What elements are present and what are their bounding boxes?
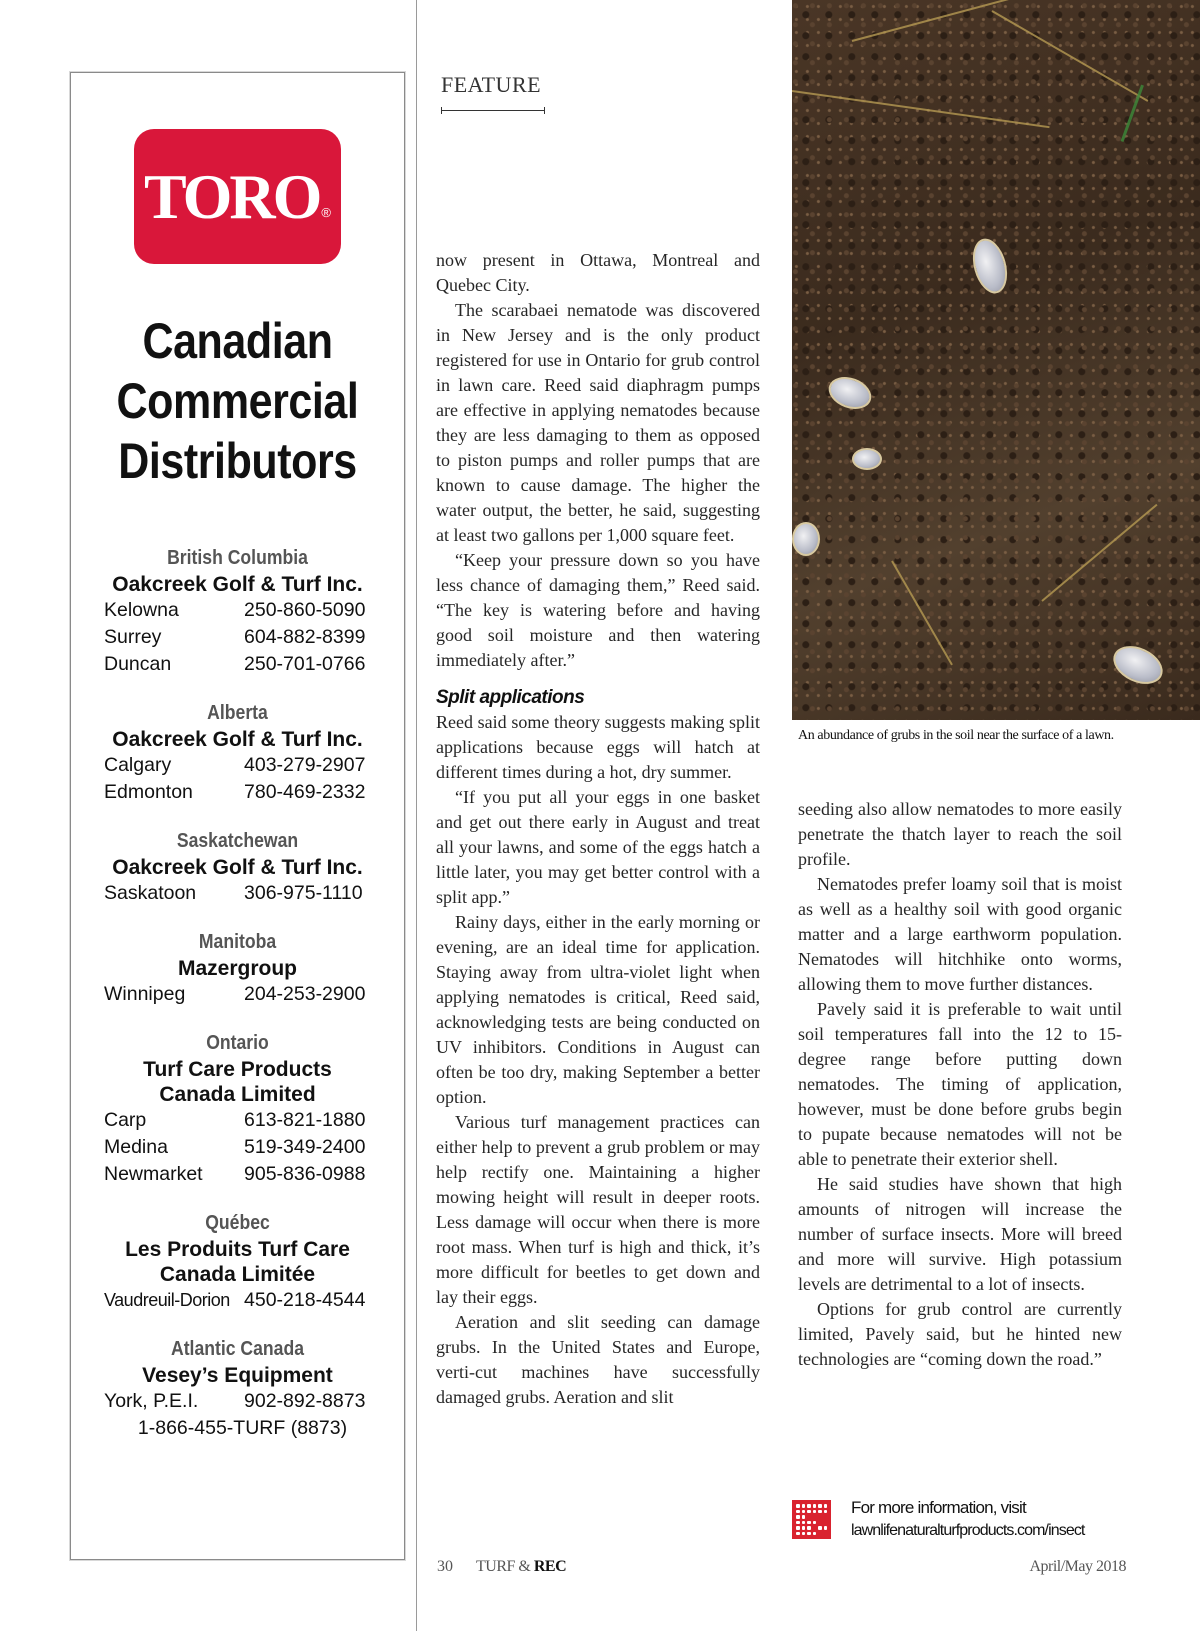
city-name: Newmarket xyxy=(104,1163,203,1185)
city-name: Winnipeg xyxy=(104,983,186,1005)
city-name: Calgary xyxy=(104,754,172,776)
article-paragraph: Rainy days, either in the early morning or evening, are an ideal time for application. Staying away from ultra-violet light when applying nematodes is critical, Reed said, acknowledging tests are being conducted on UV inhibitors. Conditions in August can often be too dry, making September a better option. xyxy=(436,912,760,1107)
distributor-row xyxy=(71,1107,404,1134)
company-name: Oakcreek Golf & Turf Inc. xyxy=(112,728,363,751)
distributor-row xyxy=(71,1161,404,1188)
grub xyxy=(824,371,876,414)
article-column-1 xyxy=(436,248,760,1410)
phone-number: 613-821-1880 xyxy=(244,1109,366,1131)
qr-dot xyxy=(796,1532,800,1536)
magazine-name xyxy=(476,1558,566,1576)
article-paragraph: The scarabaei nematode was discovered in New Jersey and is the only product registered for use in Ontario for grub control in lawn care. Reed said diaphragm pumps are effective in applying nematodes because they are less damaging to them as opposed to piston pumps and roller pumps that are known to cause damage. The higher the water output, the better, he said, suggesting at least two gallons per 1,000 square feet. xyxy=(436,300,760,545)
region-block xyxy=(71,1029,404,1188)
phone-number: 780-469-2332 xyxy=(244,781,366,803)
distributor-row xyxy=(71,1287,404,1314)
article-paragraph: Reed said some theory suggests making split applications because eggs will hatch at different times during a hot, dry summer. xyxy=(436,712,760,782)
phone-number: 604-882-8399 xyxy=(244,626,366,648)
region-heading: Saskatchewan xyxy=(176,830,299,852)
qr-dot xyxy=(813,1515,817,1519)
distributor-row xyxy=(71,1134,404,1161)
qr-dot xyxy=(802,1510,806,1514)
article-column-2 xyxy=(798,797,1122,1372)
article-subheading: Split applications xyxy=(436,687,585,708)
article-paragraph: “If you put all your eggs in one basket and get out there early in August and treat all your lawns, and some of the eggs hatch a little later, you may get better control with a split app.” xyxy=(436,787,760,907)
qr-dot xyxy=(818,1510,822,1514)
grass-blade xyxy=(992,10,1149,102)
article-paragraph: now present in Ottawa, Montreal and Quebec City. xyxy=(436,250,760,295)
toro-logo xyxy=(134,129,341,264)
city-name: York, P.E.I. xyxy=(104,1390,199,1412)
region-block xyxy=(71,544,404,678)
article-paragraph: Aeration and slit seeding can damage grubs. In the United States and Europe, verti-cut machines have successfully damaged grubs. Aeration and slit xyxy=(436,1312,760,1407)
qr-dot xyxy=(807,1510,811,1514)
qr-dot xyxy=(807,1532,811,1536)
city-name: Surrey xyxy=(104,626,162,648)
qr-dot xyxy=(796,1515,800,1519)
qr-dot xyxy=(818,1504,822,1508)
distributor-row xyxy=(71,880,404,907)
company-name: Oakcreek Golf & Turf Inc. xyxy=(112,573,363,596)
more-info-url[interactable]: lawnlifenaturalturfproducts.com/insect xyxy=(851,1522,1085,1539)
article-paragraph: Pavely said it is preferable to wait until soil temperatures fall into the 12 to 15-degree range before putting down nematodes. The timing of application, however, must be done before grubs begin to pupate because nematodes will not be able to penetrate their exterior shell. xyxy=(798,999,1122,1169)
region-block xyxy=(71,1209,404,1314)
article-paragraph: Options for grub control are currently limited, Pavely said, but he hinted new technologies are “coming down the road.” xyxy=(798,1299,1122,1369)
phone-number: 250-860-5090 xyxy=(244,599,366,621)
company-name: Les Produits Turf Care xyxy=(125,1238,350,1261)
grass-blade xyxy=(852,0,1046,42)
column-divider xyxy=(416,0,417,1631)
company-name: Vesey’s Equipment xyxy=(142,1364,333,1387)
qr-dot xyxy=(802,1526,806,1530)
qr-dot xyxy=(813,1526,817,1530)
grass-blade xyxy=(891,561,953,666)
phone-number: 250-701-0766 xyxy=(244,653,366,675)
qr-dot xyxy=(796,1504,800,1508)
phone-number: 519-349-2400 xyxy=(244,1136,366,1158)
region-block xyxy=(71,699,404,806)
city-name: Duncan xyxy=(104,653,172,675)
region-heading: Manitoba xyxy=(198,931,277,953)
qr-dot xyxy=(818,1526,822,1530)
qr-dot xyxy=(824,1521,828,1525)
qr-dot xyxy=(818,1515,822,1519)
more-info-text: For more information, visit xyxy=(851,1498,1026,1517)
grubs-in-soil-photo xyxy=(792,0,1200,720)
city-name: Vaudreuil-Dorion xyxy=(104,1290,230,1310)
section-rule xyxy=(441,110,545,111)
qr-dot xyxy=(802,1515,806,1519)
company-name: Oakcreek Golf & Turf Inc. xyxy=(112,856,363,879)
region-block xyxy=(71,1335,404,1442)
qr-dot xyxy=(796,1526,800,1530)
qr-dot xyxy=(813,1510,817,1514)
grub xyxy=(967,235,1012,297)
qr-dot xyxy=(824,1532,828,1536)
ad-title-line: Distributors xyxy=(118,433,357,489)
phone-number: 204-253-2900 xyxy=(244,983,366,1005)
region-heading: Alberta xyxy=(207,702,268,724)
city-name: Carp xyxy=(104,1109,147,1131)
city-name: Saskatoon xyxy=(104,882,197,904)
magazine-name-rec: REC xyxy=(533,1558,567,1575)
city-name: Kelowna xyxy=(104,599,179,621)
grub xyxy=(852,448,882,470)
qr-dot xyxy=(802,1521,806,1525)
article-paragraph: Various turf management practices can either help to prevent a grub problem or may help rectify one. Maintaining a higher mowing height will result in deeper roots. Less damage will occur when there is more root mass. When turf is high and thick, it’s more difficult for beetles to get down and lay their eggs. xyxy=(436,1112,760,1307)
qr-dot xyxy=(807,1504,811,1508)
qr-dot xyxy=(813,1504,817,1508)
distributor-ad xyxy=(70,72,405,1560)
qr-dot xyxy=(807,1515,811,1519)
phone-number: 905-836-0988 xyxy=(244,1163,366,1185)
phone-number: 902-892-8873 xyxy=(244,1390,366,1412)
qr-dot xyxy=(807,1526,811,1530)
registered-mark: ® xyxy=(321,205,331,220)
grub xyxy=(792,522,820,556)
region-block xyxy=(71,928,404,1008)
distributor-row xyxy=(71,752,404,779)
region-heading: Québec xyxy=(205,1212,270,1234)
distributor-row xyxy=(71,624,404,651)
region-heading: Ontario xyxy=(206,1032,269,1054)
qr-dot xyxy=(796,1510,800,1514)
distributor-row xyxy=(71,597,404,624)
article-paragraph: Nematodes prefer loamy soil that is moist as well as a healthy soil with good organic matter and a large earthworm population. Nematodes will hitchhike onto worms, allowing them to move further distances. xyxy=(798,874,1122,994)
grass-blade xyxy=(1041,504,1157,602)
qr-dot xyxy=(824,1504,828,1508)
grass-blade xyxy=(792,90,1050,128)
city-name: Medina xyxy=(104,1136,168,1158)
section-label: FEATURE xyxy=(441,72,542,97)
qr-dot xyxy=(824,1510,828,1514)
qr-dot xyxy=(802,1532,806,1536)
qr-dot xyxy=(802,1504,806,1508)
magazine-name-turf: TURF & xyxy=(476,1558,534,1575)
distributor-row xyxy=(71,981,404,1008)
article-paragraph: seeding also allow nematodes to more easily penetrate the thatch layer to reach the soil profile. xyxy=(798,799,1122,869)
ad-title-line: Canadian xyxy=(142,313,333,369)
region-block xyxy=(71,827,404,907)
phone-number: 403-279-2907 xyxy=(244,754,366,776)
qr-dot xyxy=(813,1532,817,1536)
ad-title-line: Commercial xyxy=(116,373,359,429)
phone-number: 450-218-4544 xyxy=(244,1289,366,1311)
phone-number: 306-975-1110 xyxy=(244,882,363,904)
qr-dot xyxy=(818,1521,822,1525)
photo-caption: An abundance of grubs in the soil near the surface of a lawn. xyxy=(798,728,1114,743)
qr-code-icon[interactable] xyxy=(792,1500,831,1539)
distributor-row xyxy=(71,651,404,678)
company-name: Canada Limited xyxy=(159,1083,316,1106)
article-paragraph: “Keep your pressure down so you have less chance of damaging them,” Reed said. “The key is watering before and having good soil moisture and then watering immediately after.” xyxy=(436,550,760,670)
region-list xyxy=(71,544,404,1442)
qr-dot xyxy=(824,1526,828,1530)
city-name: Edmonton xyxy=(104,781,193,803)
qr-dot xyxy=(796,1521,800,1525)
toro-logo-text: TORO xyxy=(144,160,320,232)
grub xyxy=(1107,639,1168,692)
issue-date: April/May 2018 xyxy=(1029,1558,1126,1575)
company-name: Turf Care Products xyxy=(143,1058,332,1081)
ad-title xyxy=(71,311,404,491)
qr-dot xyxy=(813,1521,817,1525)
distributor-row xyxy=(71,779,404,806)
region-heading: Atlantic Canada xyxy=(170,1338,305,1360)
qr-dot xyxy=(807,1521,811,1525)
qr-dot xyxy=(818,1532,822,1536)
region-heading: British Columbia xyxy=(167,547,308,569)
company-name: Mazergroup xyxy=(177,957,297,980)
page-number: 30 xyxy=(437,1558,453,1575)
article-paragraph: He said studies have shown that high amounts of nitrogen will increase the number of surface insects. More will breed and more will survive. High potassium levels are detrimental to a lot of insects. xyxy=(798,1174,1122,1294)
toll-free-number: 1-866-455-TURF (8873) xyxy=(137,1417,348,1439)
company-name: Canada Limitée xyxy=(159,1263,316,1286)
qr-dot xyxy=(824,1515,828,1519)
distributor-row xyxy=(71,1388,404,1415)
